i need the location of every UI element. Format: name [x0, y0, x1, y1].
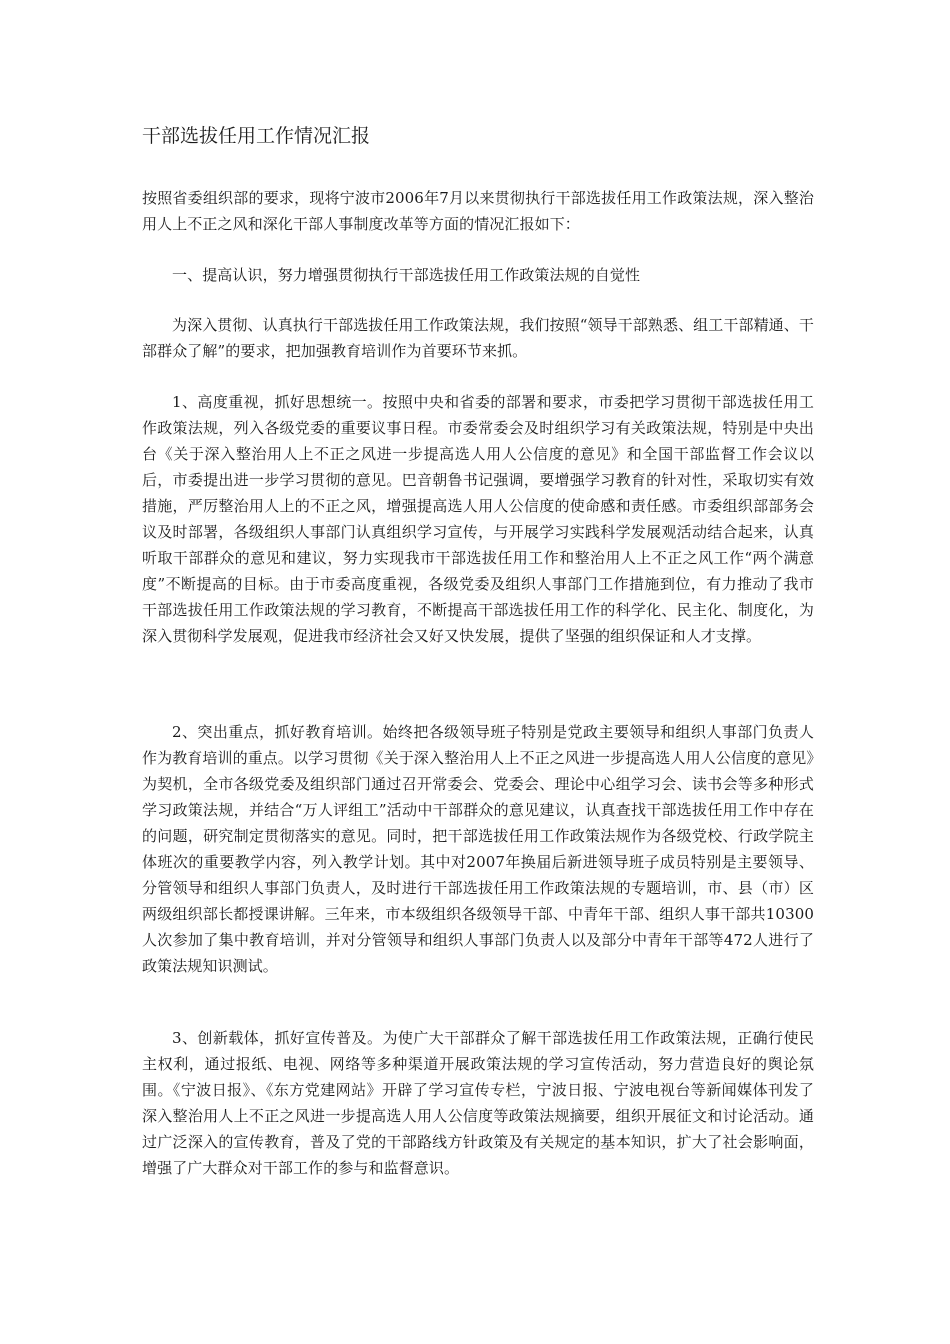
- item-paragraph-3: 3、创新载体，抓好宣传普及。为使广大干部群众了解干部选拔任用工作政策法规，正确行使民主权利，通过报纸、电视、网络等多种渠道开展政策法规的学习宣传活动，努力营造良好的舆论氛围。《宁波日报》、《东方党建网站》开辟了学习宣传专栏，宁波日报、宁波电视台等新闻媒体刊发了深入整治用人上不正之风进一步提高选人用人公信度等政策法规摘要，组织开展征文和讨论活动。通过广泛深入的宣传教育，普及了党的干部路线方针政策及有关规定的基本知识，扩大了社会影响面，增强了广大群众对干部工作的参与和监督意识。: [142, 1029, 814, 1177]
- item-paragraph-2: 2、突出重点，抓好教育培训。始终把各级领导班子特别是党政主要领导和组织人事部门负责人作为教育培训的重点。以学习贯彻《关于深入整治用人上不正之风进一步提高选人用人公信度的意见》为契机，全市各级党委及组织部门通过召开常委会、党委会、理论中心组学习会、读书会等多种形式学习政策法规，并结合“万人评组工”活动中干部群众的意见建议，认真查找干部选拔任用工作中存在的问题，研究制定贯彻落实的意见。同时，把干部选拔任用工作政策法规作为各级党校、行政学院主体班次的重要教学内容，列入教学计划。其中对2007年换届后新进领导班子成员特别是主要领导、分管领导和组织人事部门负责人，及时进行干部选拔任用工作政策法规的专题培训，市、县（市）区两级组织部长都授课讲解。三年来，市本级组织各级领导干部、中青年干部、组织人事干部共10300人次参加了集中教育培训，并对分管领导和组织人事部门负责人以及部分中青年干部等472人进行了政策法规知识测试。: [142, 723, 815, 975]
- section-lead-paragraph: 为深入贯彻、认真执行干部选拔任用工作政策法规，我们按照“领导干部熟悉、组工干部精通、干部群众了解”的要求，把加强教育培训作为首要环节来抓。: [142, 316, 814, 360]
- item-paragraph-1: 1、高度重视，抓好思想统一。按照中央和省委的部署和要求，市委把学习贯彻干部选拔任用工作政策法规，列入各级党委的重要议事日程。市委常委会及时组织学习有关政策法规，特别是中央出台《关于深入整治用人上不正之风进一步提高选人用人公信度的意见》和全国干部监督工作会议以后，市委提出进一步学习贯彻的意见。巴音朝鲁书记强调，要增强学习教育的针对性，采取切实有效措施，严厉整治用人上的不正之风，增强提高选人用人公信度的使命感和责任感。市委组织部部务会议及时部署，各级组织人事部门认真组织学习宣传，与开展学习实践科学发展观活动结合起来，认真听取干部群众的意见和建议，努力实现我市干部选拔任用工作和整治用人上不正之风工作“两个满意度”不断提高的目标。由于市委高度重视，各级党委及组织人事部门工作措施到位，有力推动了我市干部选拔任用工作政策法规的学习教育，不断提高干部选拔任用工作的科学化、民主化、制度化，为深入贯彻科学发展观，促进我市经济社会又好又快发展，提供了坚强的组织保证和人才支撑。: [142, 393, 814, 645]
- document-title: 干部选拔任用工作情况汇报: [142, 125, 371, 147]
- section-heading: 一、提高认识，努力增强贯彻执行干部选拔任用工作政策法规的自觉性: [172, 266, 641, 284]
- intro-paragraph: 按照省委组织部的要求，现将宁波市2006年7月以来贯彻执行干部选拔任用工作政策法规，深入整治用人上不正之风和深化干部人事制度改革等方面的情况汇报如下：: [142, 189, 814, 233]
